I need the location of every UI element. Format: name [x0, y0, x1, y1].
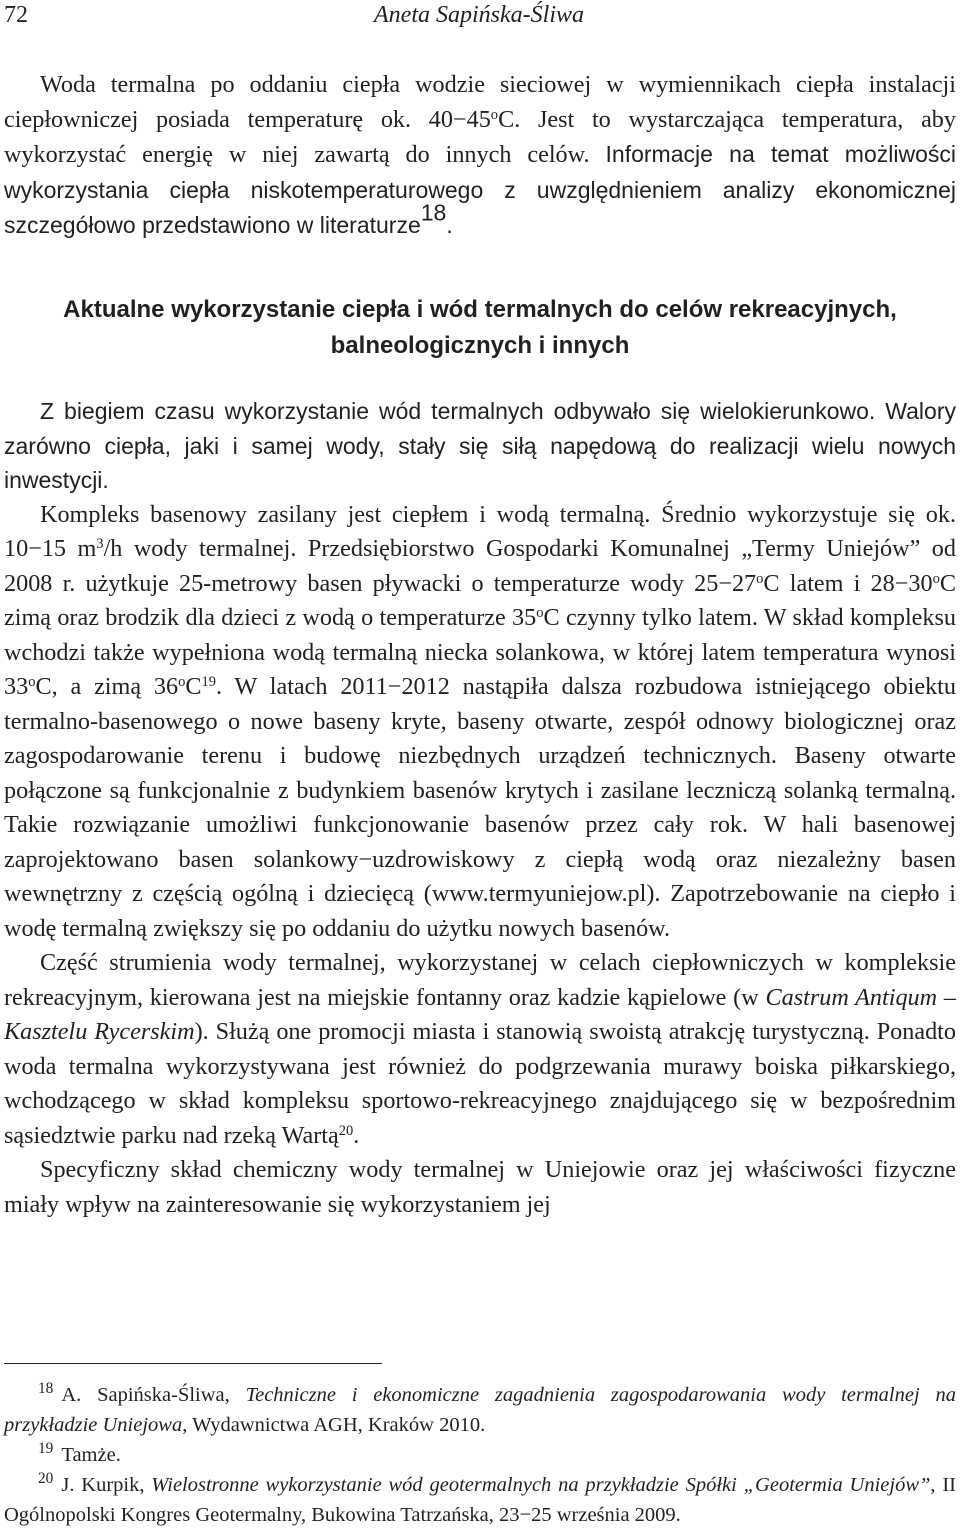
paragraph: Z biegiem czasu wykorzystanie wód termalnych odbywało się wielokierunkowo. Walory zarówno ciepła, jaki i samej wody, stały się siłą napędową do realizacji wielu nowych inwestycji.: [4, 398, 956, 493]
intro-text: [4, 68, 956, 244]
footnotes: [4, 1380, 956, 1530]
paragraph: Część strumienia wody termalnej, wykorzystanej w celach ciepłowniczych w kompleksie rekreacyjnym, kierowana jest na miejskie fontanny oraz kadzie kąpielowe (w Castrum Antiqum – Kasztelu Rycerskim). Służą one promocji miasta i stanowią swoistą atrakcję turystyczną. Ponadto woda termalna wykorzystywana jest również do podgrzewania murawy boiska piłkarskiego, wchodzącego w skład kompleksu sportowo-rekreacyjnego znajdującego się w bezpośrednim sąsiedztwie parku nad rzeką Wartą$^{20}$.: [4, 949, 956, 1149]
footnote-ref[interactable]: 20: [338, 1122, 354, 1139]
paragraph: Kompleks basenowy zasilany jest ciepłem i wodą termalną. Średnio wykorzystuje się ok. 10−15 $m^3/h$ wody termalnej. Przedsiębiorstwo Gospodarki Komunalnej „Termy Uniejów” od 2008 r. użytkuje 25-metrowy basen pływacki o temperaturze wody $25-27^oC$ latem i $28-30^oC$ zimą oraz brodzik dla dzieci z wodą o temperaturze 35$^o$C czynny tylko latem. W skład kompleksu wchodzi także wypełniona wodą termalną niecka solankowa, w której latem temperatura wynosi 33$^o$C, a zimą $36^oC^{19}$. W latach 2011−2012 nastąpiła dalsza rozbudowa istniejącego obiektu termalno-basenowego o nowe baseny kryte, baseny otwarte, zespół odnowy biologicznej oraz zagospodarowanie terenu i budowę niezbędnych urządzeń technicznych. Baseny otwarte połączone są funkcjonalnie z budynkiem basenów krytych i zasilane leczniczą solanką termalną. Takie rozwiązanie umożliwi funkcjonowanie basenów przez cały rok. W hali basenowej zaprojektowano basen solankowy−uzdrowiskowy z ciepłą wodą oraz niezależny basen wewnętrzny z częścią ogólną i dziecięcą (www.termyuniejow.pl). Zapotrzebowanie na ciepło i wodę termalną zwiększy się po oddaniu do użytku nowych basenów.: [4, 500, 956, 942]
section-heading: Aktualne wykorzystanie ciepła i wód termalnych do celów rekreacyjnych, balneologicznych i innych: [63, 296, 897, 359]
footnote: $^{18}$ A. Sapińska-Śliwa, Techniczne i ekonomiczne zagadnienia zagospodarowania wody termalnej na przykładzie Uniejowa, Wydawnictwa AGH, Kraków 2010.: [4, 1380, 956, 1436]
paragraph: Specyficzny skład chemiczny wody termalnej w Uniejowie oraz jej właściwości fizyczne miały wpływ na zainteresowanie się wykorzystaniem jej: [4, 1156, 956, 1218]
running-head: Aneta Sapińska-Śliwa: [374, 2, 584, 28]
footnote: $^{20}$ J. Kurpik, Wielostronne wykorzystanie wód geotermalnych na przykładzie Spółki „Geotermia Uniejów”, II Ogólnopolski Kongres Geotermalny, Bukowina Tatrzańska, 23−25 września 2009.: [4, 1470, 956, 1526]
footnote: $^{19}$ Tamże.: [38, 1440, 121, 1466]
footnote-ref[interactable]: 19: [201, 674, 217, 691]
paragraph: Woda termalna po oddaniu ciepła wodzie sieciowej w wymiennikach ciepła instalacji ciepłowniczej posiada temperaturę ok. $40-45^oC$. Jest to wystarczająca temperatura, aby wykorzystać energię w niej zawartą do innych celów. Informacje na temat możliwości wykorzystania ciepła niskotemperaturowego z uwzględnieniem analizy ekonomicznej szczegółowo przedstawiono w literaturze$^{18}$.: [4, 71, 956, 238]
page-header: [0, 0, 960, 30]
footnote-divider: [4, 1363, 382, 1364]
section-text: [4, 394, 956, 1222]
page-number: 72: [4, 2, 28, 28]
footnote-ref[interactable]: 18: [420, 199, 447, 226]
